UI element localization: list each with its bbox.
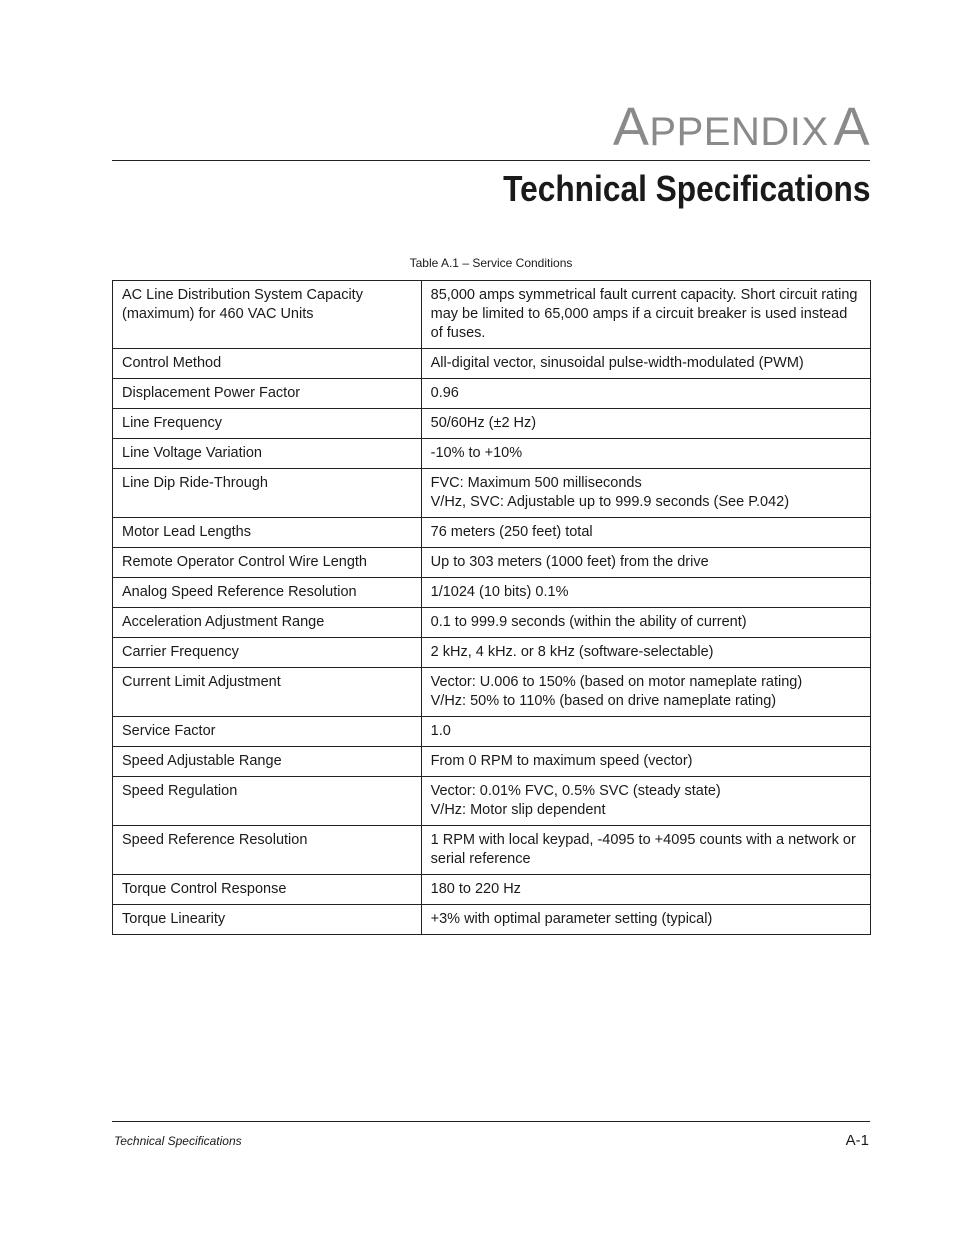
value-text: Up to 303 meters (1000 feet) from the drive <box>430 554 709 570</box>
service-conditions-table <box>112 280 871 935</box>
table-row <box>113 409 871 439</box>
parameter-text: Torque Control Response <box>122 881 287 897</box>
parameter-cell <box>113 281 422 349</box>
parameter-cell <box>113 638 422 668</box>
table-row <box>113 668 871 717</box>
parameter-text: AC Line Distribution System Capacity <box>122 287 363 303</box>
table-row <box>113 548 871 578</box>
table-row <box>113 777 871 826</box>
parameter-cell <box>113 875 422 905</box>
parameter-cell <box>113 548 422 578</box>
value-cell <box>421 439 870 469</box>
value-text: Vector: U.006 to 150% (based on motor nameplate rating) <box>430 674 803 690</box>
value-cell <box>421 608 870 638</box>
table-row <box>113 905 871 935</box>
table-body <box>113 281 871 935</box>
parameter-cell <box>113 518 422 548</box>
value-text: 1 RPM with local keypad, -4095 to +4095 counts with a network or serial reference <box>430 832 856 867</box>
value-text: -10% to +10% <box>430 445 523 461</box>
value-cell <box>421 747 870 777</box>
page-title: Technical Specifications <box>502 168 870 209</box>
value-cell <box>421 638 870 668</box>
value-cell <box>421 578 870 608</box>
value-text: All-digital vector, sinusoidal pulse-width-modulated (PWM) <box>430 355 804 371</box>
value-text: 85,000 amps symmetrical fault current capacity. Short circuit rating may be limited to 65,000 amps if a circuit breaker is used instead of fuses. <box>430 287 858 341</box>
value-text: 1.0 <box>430 723 451 739</box>
appendix-initial: A <box>612 97 650 157</box>
parameter-cell <box>113 409 422 439</box>
parameter-text: Torque Linearity <box>122 911 226 927</box>
table-row <box>113 469 871 518</box>
value-text: 0.1 to 999.9 seconds (within the ability of current) <box>430 614 747 630</box>
parameter-cell <box>113 608 422 638</box>
value-cell <box>421 518 870 548</box>
parameter-text: Speed Adjustable Range <box>122 753 282 769</box>
value-text: 0.96 <box>430 385 459 401</box>
parameter-text: Current Limit Adjustment <box>122 674 281 690</box>
value-text: 76 meters (250 feet) total <box>430 524 593 540</box>
table-row <box>113 826 871 875</box>
value-text: Vector: 0.01% FVC, 0.5% SVC (steady state) <box>430 783 721 799</box>
parameter-cell <box>113 777 422 826</box>
parameter-cell <box>113 668 422 717</box>
parameter-text: Remote Operator Control Wire Length <box>122 554 367 570</box>
value-cell <box>421 469 870 518</box>
parameter-text: Carrier Frequency <box>122 644 239 660</box>
value-text: V/Hz, SVC: Adjustable up to 999.9 seconds (See P.042) <box>430 494 790 510</box>
table-row <box>113 747 871 777</box>
parameter-text: Speed Regulation <box>122 783 238 799</box>
value-text: From 0 RPM to maximum speed (vector) <box>430 753 693 769</box>
page-number: A-1 <box>845 1132 869 1149</box>
table-row <box>113 518 871 548</box>
value-cell <box>421 875 870 905</box>
table-row <box>113 439 871 469</box>
parameter-cell <box>113 379 422 409</box>
parameter-text: Analog Speed Reference Resolution <box>122 584 357 600</box>
parameter-cell <box>113 717 422 747</box>
value-text: 180 to 220 Hz <box>430 881 521 897</box>
value-cell <box>421 409 870 439</box>
parameter-text: Motor Lead Lengths <box>122 524 251 540</box>
table-row <box>113 638 871 668</box>
parameter-cell <box>113 439 422 469</box>
value-cell <box>421 349 870 379</box>
parameter-text: Line Dip Ride-Through <box>122 475 268 491</box>
value-cell <box>421 905 870 935</box>
header-divider <box>112 160 870 161</box>
value-cell <box>421 826 870 875</box>
value-text: +3% with optimal parameter setting (typical) <box>430 911 713 927</box>
table-row <box>113 379 871 409</box>
value-text: V/Hz: 50% to 110% (based on drive nameplate rating) <box>430 693 777 709</box>
value-cell <box>421 379 870 409</box>
parameter-text: Speed Reference Resolution <box>122 832 308 848</box>
parameter-text: Acceleration Adjustment Range <box>122 614 325 630</box>
table-row <box>113 717 871 747</box>
value-text: V/Hz: Motor slip dependent <box>430 802 606 818</box>
value-cell <box>421 717 870 747</box>
parameter-text: Line Voltage Variation <box>122 445 263 461</box>
parameter-text: Control Method <box>122 355 222 371</box>
value-cell <box>421 281 870 349</box>
table-row <box>113 281 871 349</box>
table-caption: Table A.1 – Service Conditions <box>409 256 573 270</box>
table-row <box>113 349 871 379</box>
appendix-heading <box>612 97 870 157</box>
appendix-letter: A <box>833 97 870 157</box>
value-text: 1/1024 (10 bits) 0.1% <box>430 584 569 600</box>
value-cell <box>421 548 870 578</box>
parameter-cell <box>113 747 422 777</box>
table-row <box>113 608 871 638</box>
value-cell <box>421 777 870 826</box>
value-cell <box>421 668 870 717</box>
parameter-text: Service Factor <box>122 723 216 739</box>
parameter-cell <box>113 826 422 875</box>
footer-divider <box>112 1121 870 1122</box>
footer-section-title: Technical Specifications <box>114 1134 242 1148</box>
parameter-text: (maximum) for 460 VAC Units <box>122 306 314 322</box>
table-row <box>113 875 871 905</box>
value-text: 2 kHz, 4 kHz. or 8 kHz (software-selectable) <box>430 644 714 660</box>
value-text: 50/60Hz (±2 Hz) <box>430 415 537 431</box>
table-row <box>113 578 871 608</box>
parameter-cell <box>113 578 422 608</box>
parameter-text: Line Frequency <box>122 415 222 431</box>
parameter-cell <box>113 469 422 518</box>
parameter-cell <box>113 905 422 935</box>
parameter-cell <box>113 349 422 379</box>
value-text: FVC: Maximum 500 milliseconds <box>430 475 642 491</box>
parameter-text: Displacement Power Factor <box>122 385 301 401</box>
appendix-word-rest: PPENDIX <box>649 110 829 154</box>
